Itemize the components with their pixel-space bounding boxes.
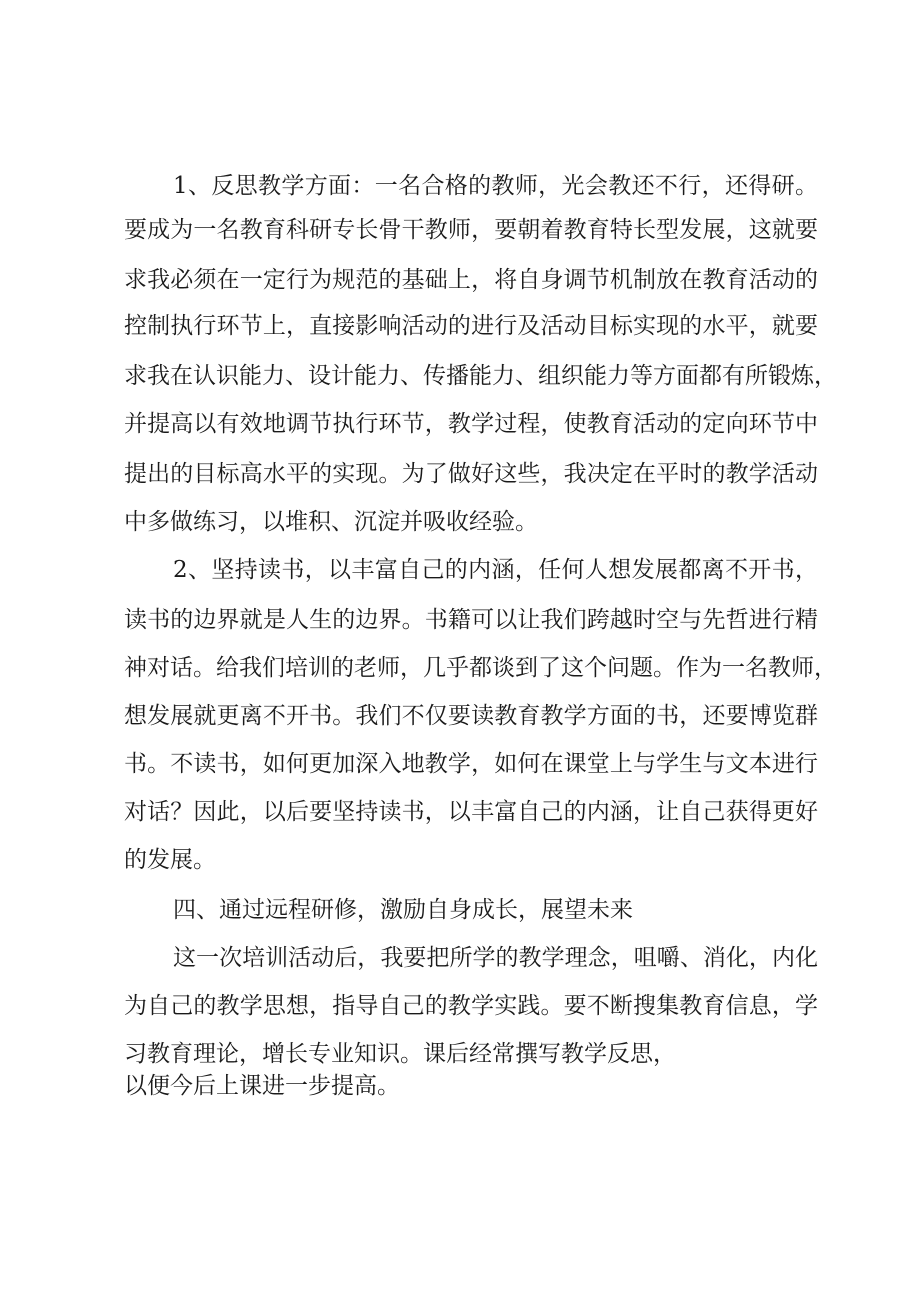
paragraph-2-line-7: 的发展。 [124, 847, 216, 873]
paragraph-1-line-1: 1、反思教学方面：一名合格的教师，光会教还不行，还得研。 [173, 173, 818, 199]
paragraph-2-line-3: 神对话。给我们培训的老师，几乎都谈到了这个问题。作为一名教师， [124, 655, 837, 681]
paragraph-3-line-4: 以便今后上课进一步提高。 [124, 1073, 400, 1099]
paragraph-3-line-1: 这一次培训活动后，我要把所学的教学理念，咀嚼、消化，内化 [173, 945, 818, 971]
paragraph-1-line-5: 求我在认识能力、设计能力、传播能力、组织能力等方面都有所锻炼， [124, 363, 837, 389]
paragraph-2-line-5: 书。不读书，如何更加深入地教学，如何在课堂上与学生与文本进行 [124, 751, 818, 777]
section-heading-4: 四、通过远程研修，激励自身成长，展望未来 [173, 897, 633, 923]
paragraph-3-line-2: 为自己的教学思想，指导自己的教学实践。要不断搜集教育信息，学 [124, 993, 818, 1019]
paragraph-3-line-3: 习教育理论，增长专业知识。课后经常撰写教学反思， [124, 1041, 676, 1067]
paragraph-1-line-4: 控制执行环节上，直接影响活动的进行及活动目标实现的水平，就要 [124, 313, 818, 339]
paragraph-1-line-2: 要成为一名教育科研专长骨干教师，要朝着教育特长型发展，这就要 [124, 217, 818, 243]
paragraph-2-line-2: 读书的边界就是人生的边界。书籍可以让我们跨越时空与先哲进行精 [124, 607, 818, 633]
paragraph-1-line-7: 提出的目标高水平的实现。为了做好这些，我决定在平时的教学活动 [124, 461, 818, 487]
paragraph-1-line-8: 中多做练习，以堆积、沉淀并吸收经验。 [124, 509, 538, 535]
paragraph-1-line-3: 求我必须在一定行为规范的基础上，将自身调节机制放在教育活动的 [124, 267, 818, 293]
paragraph-1-line-6: 并提高以有效地调节执行环节，教学过程，使教育活动的定向环节中 [124, 411, 818, 437]
paragraph-2-line-6: 对话？因此，以后要坚持读书，以丰富自己的内涵，让自己获得更好 [124, 799, 818, 825]
paragraph-2-line-1: 2、坚持读书，以丰富自己的内涵，任何人想发展都离不开书， [173, 557, 818, 583]
paragraph-2-line-4: 想发展就更离不开书。我们不仅要读教育教学方面的书，还要博览群 [124, 703, 818, 729]
